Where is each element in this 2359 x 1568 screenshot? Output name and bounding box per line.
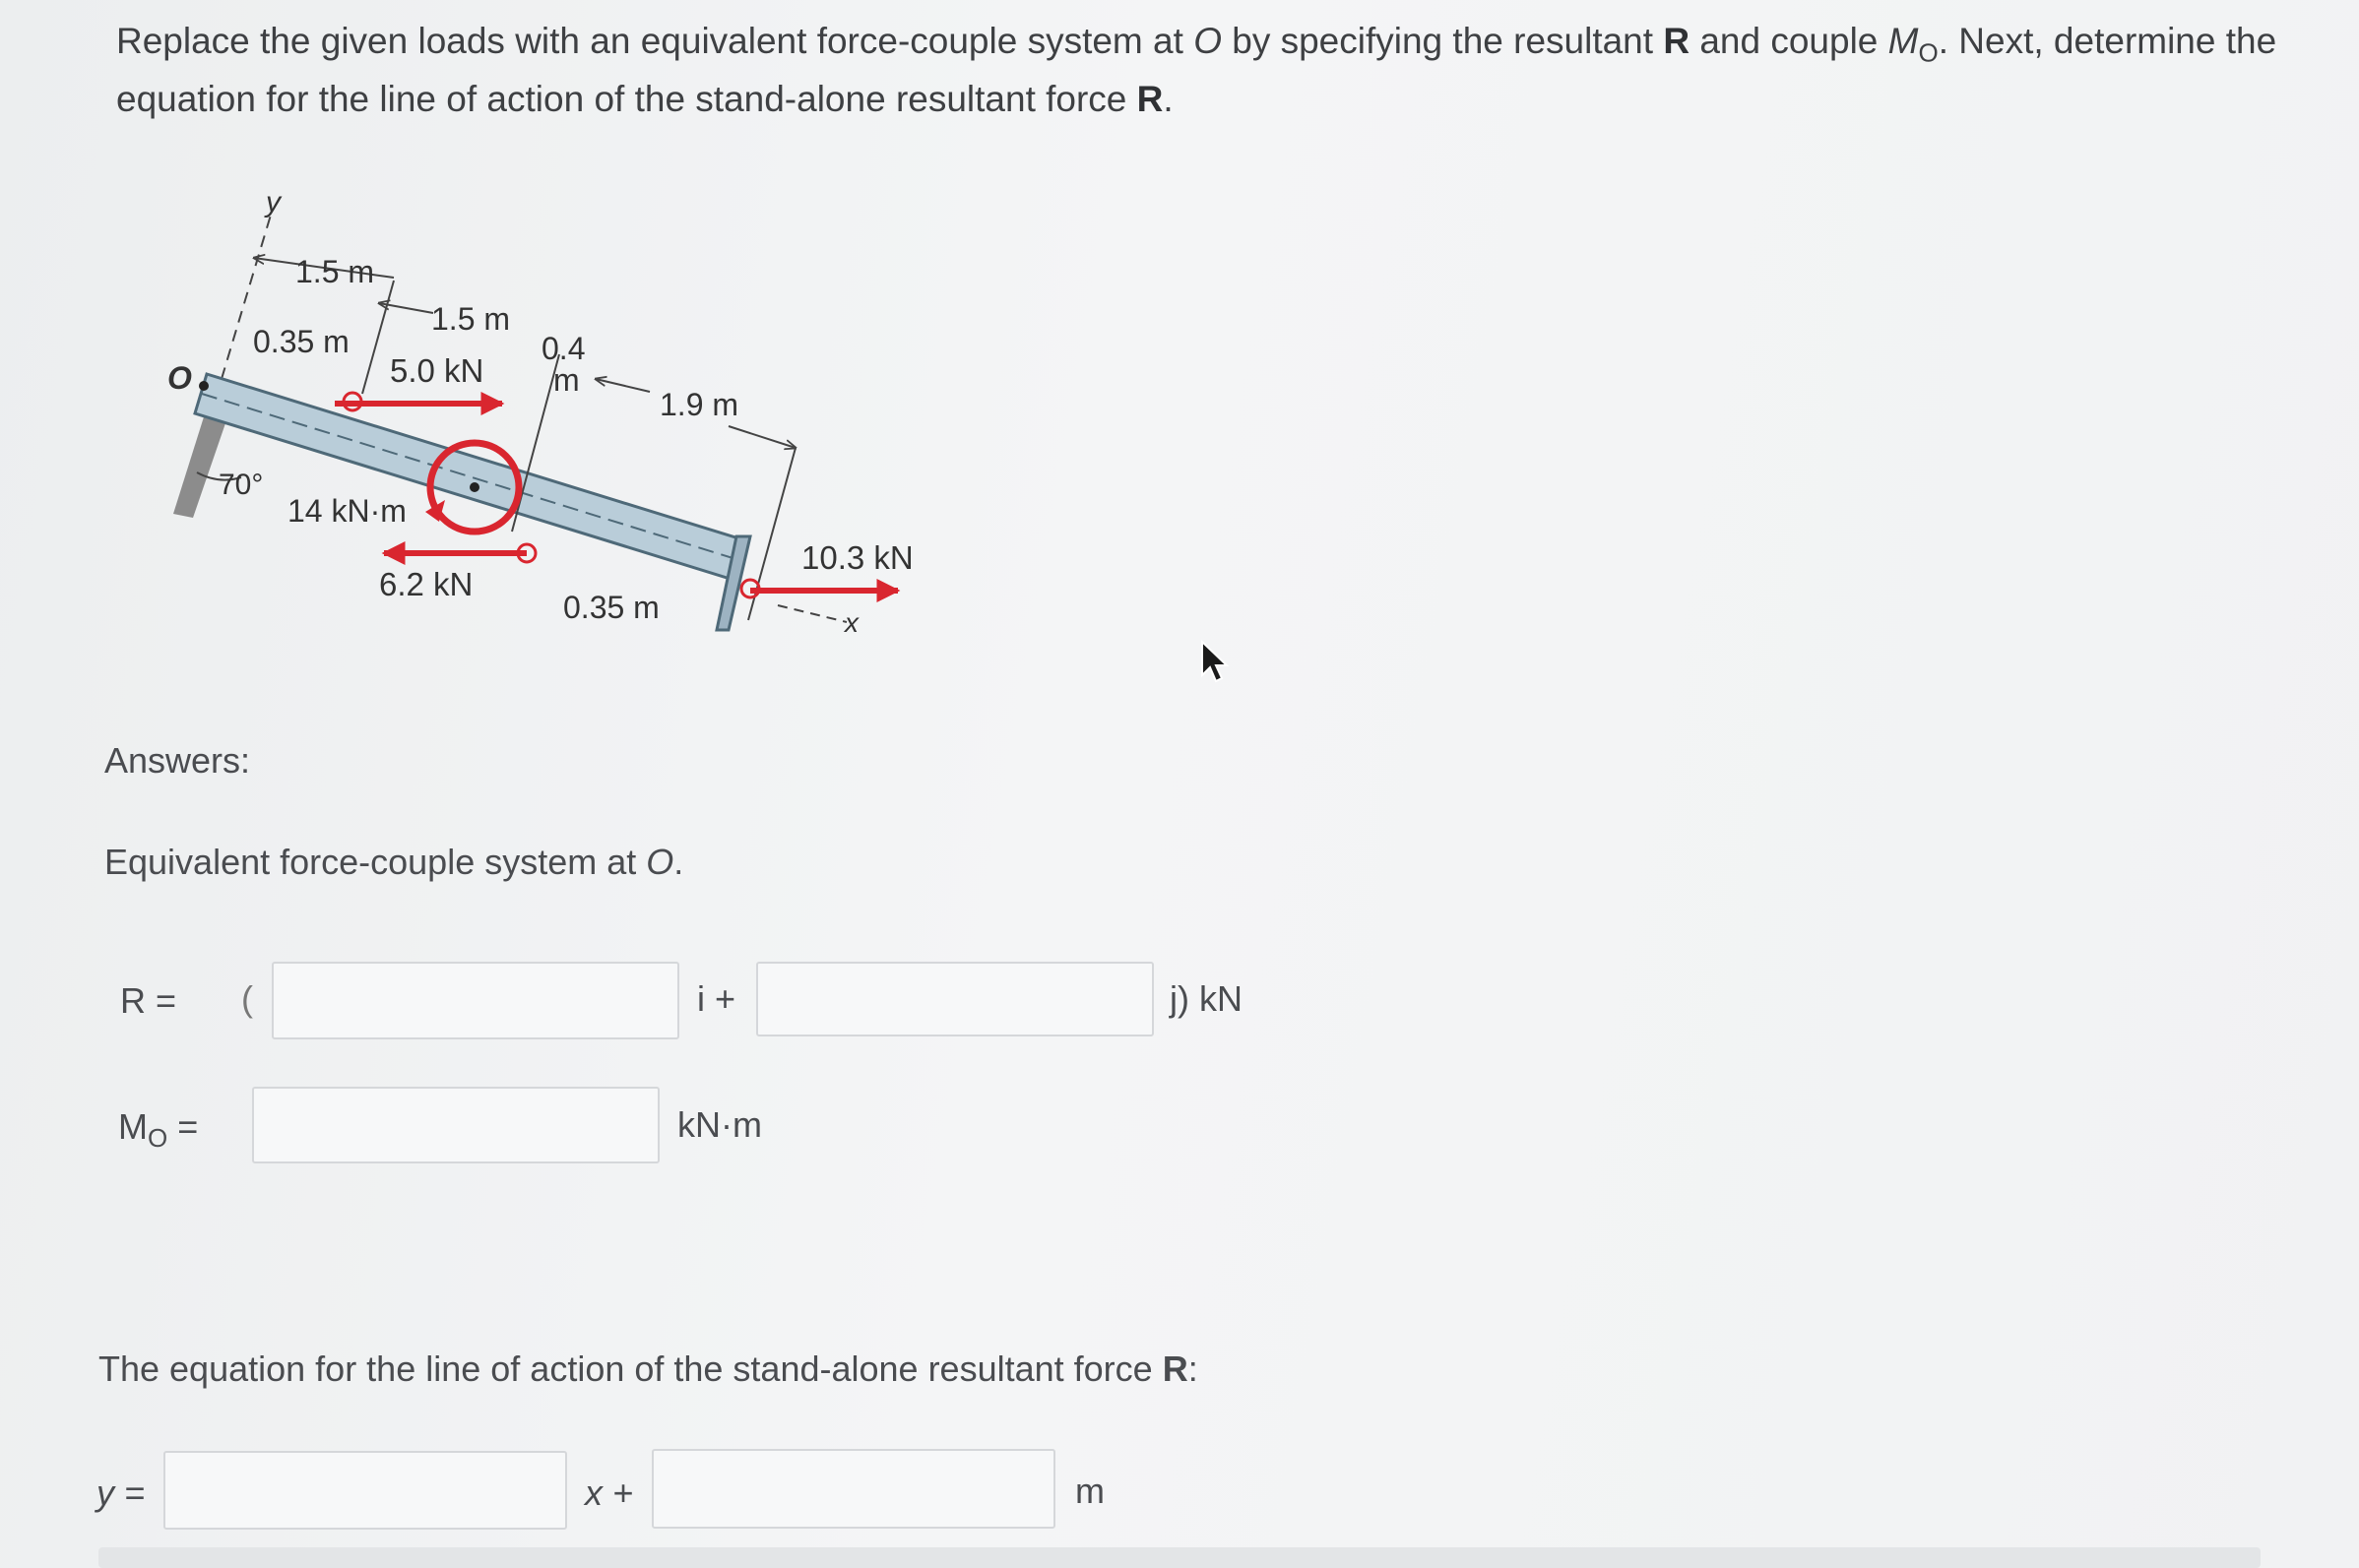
dim-label-0-35-b: 0.35 m <box>563 590 660 625</box>
couple-equals: = <box>167 1106 199 1147</box>
problem-couple-subscript: O <box>1918 37 1939 68</box>
equivalent-system-heading <box>104 842 683 883</box>
dim-label-0-35-a: 0.35 m <box>253 324 350 359</box>
couple-subscript: O <box>148 1123 168 1154</box>
problem-text-part: . Next, determine the equation for the line of action of the stand-alone resultant force <box>116 21 2277 120</box>
x-axis-label: x <box>845 607 859 638</box>
origin-point <box>199 381 209 391</box>
resultant-i-input[interactable] <box>272 962 679 1039</box>
angle-label: 70° <box>219 469 264 501</box>
x-plus-label: x + <box>585 1473 634 1513</box>
dim-line-1-9 <box>596 379 650 392</box>
dim-label-1-5-a: 1.5 m <box>295 254 375 289</box>
problem-couple-symbol: M <box>1887 21 1919 61</box>
dim-line-1-9-end <box>729 426 796 448</box>
heading-text: : <box>1187 1348 1198 1389</box>
couple-14-center <box>470 482 479 492</box>
couple-symbol: M <box>118 1106 148 1147</box>
resultant-label: R = <box>120 980 177 1021</box>
problem-text-part: by specifying the resultant <box>1221 21 1664 61</box>
resultant-j-input[interactable] <box>756 962 1154 1036</box>
open-paren: ( <box>241 978 253 1019</box>
couple-input[interactable] <box>252 1087 660 1163</box>
couple-14-label: 14 kN·m <box>287 493 407 529</box>
dim-label-0-4-top: 0.4 <box>542 331 586 366</box>
problem-resultant-symbol: R <box>1663 21 1690 61</box>
mouse-cursor-icon <box>1199 640 1233 685</box>
beam-diagram <box>0 0 985 689</box>
origin-label: O <box>167 360 192 396</box>
intercept-input[interactable] <box>652 1449 1055 1529</box>
next-section-edge <box>98 1547 2261 1568</box>
line-unit-label: m <box>1075 1471 1105 1511</box>
i-unit-label: i + <box>697 978 736 1019</box>
problem-text-part: Replace the given loads with an equivalent force-couple system at <box>116 21 1194 61</box>
x-axis-line <box>778 605 847 622</box>
heading-origin-symbol: O <box>646 842 674 882</box>
slope-input[interactable] <box>163 1451 567 1530</box>
force-6-2-label: 6.2 kN <box>379 566 474 602</box>
problem-text-part: . <box>1163 79 1174 120</box>
heading-text: Equivalent force-couple system at <box>104 842 647 882</box>
heading-text: . <box>673 842 684 882</box>
problem-text-part: and couple <box>1690 21 1888 61</box>
line-of-action-heading <box>98 1348 1198 1390</box>
dim-label-1-5-b: 1.5 m <box>431 301 511 337</box>
force-5-label: 5.0 kN <box>390 352 484 389</box>
resultant-unit-label: j) kN <box>1170 978 1243 1019</box>
y-equals-label: y = <box>96 1473 146 1513</box>
y-axis-label: y <box>266 186 281 219</box>
heading-text: The equation for the line of action of the stand-alone resultant force <box>98 1348 1163 1389</box>
couple-unit-label: kN·m <box>677 1104 762 1145</box>
heading-resultant-symbol: R <box>1162 1348 1188 1389</box>
force-10-3-label: 10.3 kN <box>801 539 914 576</box>
dim-label-0-4-bottom: m <box>553 362 580 398</box>
answers-heading: Answers: <box>104 740 251 781</box>
problem-origin-symbol: O <box>1193 21 1222 61</box>
problem-resultant-symbol: R <box>1136 79 1164 120</box>
couple-label <box>118 1106 198 1154</box>
dim-label-1-9: 1.9 m <box>660 387 739 422</box>
